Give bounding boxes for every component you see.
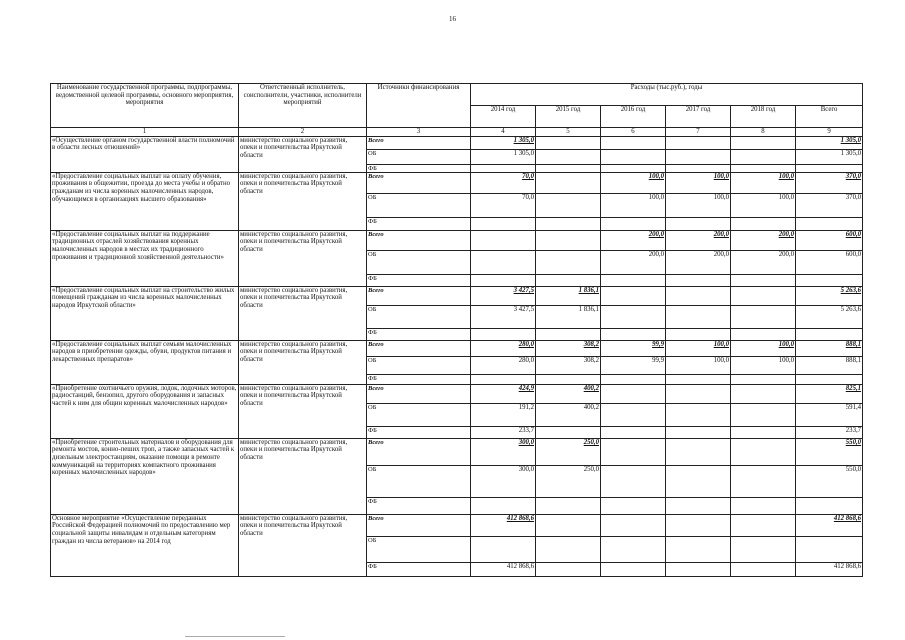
year-value: 250,0 [536, 438, 601, 465]
measure-executor: министерство социального развития, опеки и попечительства Иркутской области [239, 340, 367, 384]
year-value: 308,2 [536, 356, 601, 374]
year-value [471, 497, 536, 514]
year-value: 191,2 [471, 403, 536, 426]
measure-executor: министерство социального развития, опеки и попечительства Иркутской области [239, 438, 367, 514]
column-number: 6 [601, 128, 666, 137]
year-value [731, 438, 796, 465]
header-year: 2017 год [666, 106, 731, 128]
year-value [601, 426, 666, 438]
measure-name: «Приобретение строительных материалов и оборудования для ремонта мостов, конно-пеших троп, а также запасных частей к дизельным электростанциям, оказание помощи в ремонте коммуникаций на территориях компактного проживания коренных малочисленных народов» [51, 438, 239, 514]
funding-source: Всего [367, 172, 471, 193]
measure-executor: министерство социального развития, опеки и попечительства Иркутской области [239, 136, 367, 172]
year-value [666, 305, 731, 328]
year-value [536, 250, 601, 274]
year-value [601, 286, 666, 305]
header-program-name: Наименование государственной программы, подпрограммы, ведомственной целевой программы, основного мероприятия, мероприятия [51, 84, 239, 128]
year-value: 400,2 [536, 403, 601, 426]
year-value [731, 328, 796, 340]
year-value: 70,0 [471, 193, 536, 217]
year-value [601, 384, 666, 403]
year-value [666, 426, 731, 438]
table-row [51, 438, 863, 465]
year-value [666, 514, 731, 536]
year-value [536, 193, 601, 217]
funding-source: ФБ [367, 497, 471, 514]
year-value [666, 438, 731, 465]
year-value [731, 286, 796, 305]
year-value [601, 164, 666, 172]
total-value: 600,0 [796, 230, 863, 250]
year-value: 1 305,0 [471, 136, 536, 149]
total-value: 5 263,6 [796, 286, 863, 305]
column-number: 8 [731, 128, 796, 137]
measure-name: «Осуществление органом государственной власти полномочий в области лесных отношений» [51, 136, 239, 172]
year-value: 100,0 [601, 172, 666, 193]
column-number: 3 [367, 128, 471, 137]
measure-name: «Предоставление социальных выплат семьям малочисленных народов в приобретении одежды, обуви, продуктов питания и лекарственных препаратов» [51, 340, 239, 384]
year-value [731, 274, 796, 286]
year-value [536, 172, 601, 193]
year-value [536, 136, 601, 149]
year-value: 100,0 [731, 193, 796, 217]
table-row [51, 384, 863, 403]
table-row [51, 230, 863, 250]
year-value [731, 217, 796, 230]
total-value: 600,0 [796, 250, 863, 274]
year-value: 280,0 [471, 356, 536, 374]
year-value [536, 536, 601, 562]
year-value: 70,0 [471, 172, 536, 193]
year-value [601, 536, 666, 562]
table-body [51, 136, 863, 576]
year-value [666, 497, 731, 514]
measure-executor: министерство социального развития, опеки и попечительства Иркутской области [239, 172, 367, 230]
total-value: 888,1 [796, 356, 863, 374]
year-value: 200,0 [601, 230, 666, 250]
funding-source: ФБ [367, 164, 471, 172]
funding-source: ОБ [367, 193, 471, 217]
year-value: 300,0 [471, 465, 536, 497]
year-value: 100,0 [731, 172, 796, 193]
year-value: 200,0 [731, 230, 796, 250]
year-value: 400,2 [536, 384, 601, 403]
year-value [536, 514, 601, 536]
year-value [536, 328, 601, 340]
year-value [731, 164, 796, 172]
column-number: 1 [51, 128, 239, 137]
year-value [731, 514, 796, 536]
year-value [471, 274, 536, 286]
year-value [536, 274, 601, 286]
year-value [601, 374, 666, 384]
year-value [601, 217, 666, 230]
year-value [471, 374, 536, 384]
year-value [666, 286, 731, 305]
total-value [796, 536, 863, 562]
funding-source: Всего [367, 384, 471, 403]
bottom-divider [185, 636, 285, 637]
funding-source: Всего [367, 340, 471, 356]
year-value [601, 149, 666, 164]
header-executor: Ответственный исполнитель, соисполнители, участники, исполнители мероприятий [239, 84, 367, 128]
total-value [796, 217, 863, 230]
year-value [536, 562, 601, 576]
year-value: 250,0 [536, 465, 601, 497]
funding-source: ОБ [367, 149, 471, 164]
column-number: 2 [239, 128, 367, 137]
total-value: 5 263,6 [796, 305, 863, 328]
year-value [601, 328, 666, 340]
measure-executor: министерство социального развития, опеки и попечительства Иркутской области [239, 514, 367, 576]
header-expenses: Расходы (тыс.руб.), годы [471, 84, 863, 106]
header-year: 2014 год [471, 106, 536, 128]
funding-source: ОБ [367, 305, 471, 328]
funding-source: ОБ [367, 465, 471, 497]
year-value [666, 217, 731, 230]
table-row [51, 286, 863, 305]
total-value [796, 164, 863, 172]
total-value: 233,7 [796, 426, 863, 438]
total-value: 1 305,0 [796, 136, 863, 149]
funding-source: ФБ [367, 426, 471, 438]
year-value [601, 562, 666, 576]
year-value [731, 562, 796, 576]
year-value: 100,0 [666, 340, 731, 356]
year-value [601, 403, 666, 426]
funding-source: ОБ [367, 536, 471, 562]
header-year: 2015 год [536, 106, 601, 128]
year-value: 200,0 [601, 250, 666, 274]
funding-source: ФБ [367, 217, 471, 230]
year-value [536, 149, 601, 164]
total-value: 370,0 [796, 193, 863, 217]
year-value: 100,0 [666, 356, 731, 374]
year-value: 424,9 [471, 384, 536, 403]
year-value [666, 164, 731, 172]
year-value [601, 305, 666, 328]
year-value [536, 164, 601, 172]
total-value: 550,0 [796, 465, 863, 497]
funding-source: ОБ [367, 403, 471, 426]
column-number: 5 [536, 128, 601, 137]
total-value [796, 274, 863, 286]
year-value [666, 149, 731, 164]
column-number: 9 [796, 128, 863, 137]
funding-source: Всего [367, 230, 471, 250]
year-value [731, 426, 796, 438]
measure-name: «Предоставление социальных выплат на поддержание традиционных отраслей хозяйствования коренных малочисленных народов в местах их традиционного проживания и традиционной хозяйственной деятельности» [51, 230, 239, 286]
year-value [666, 465, 731, 497]
table-row [51, 340, 863, 356]
table-row [51, 136, 863, 149]
column-number: 4 [471, 128, 536, 137]
year-value: 412 868,6 [471, 562, 536, 576]
year-value: 99,9 [601, 356, 666, 374]
year-value: 99,9 [601, 340, 666, 356]
year-value [666, 274, 731, 286]
header-total: Всего [796, 106, 863, 128]
year-value [471, 217, 536, 230]
year-value [666, 536, 731, 562]
year-value: 100,0 [666, 193, 731, 217]
year-value [601, 497, 666, 514]
year-value [731, 465, 796, 497]
total-value: 591,4 [796, 403, 863, 426]
year-value: 100,0 [666, 172, 731, 193]
year-value: 200,0 [666, 250, 731, 274]
header-year: 2016 год [601, 106, 666, 128]
year-value: 308,2 [536, 340, 601, 356]
funding-source: Всего [367, 514, 471, 536]
year-value: 100,0 [731, 340, 796, 356]
year-value [471, 328, 536, 340]
measure-executor: министерство социального развития, опеки и попечительства Иркутской области [239, 230, 367, 286]
year-value [601, 136, 666, 149]
year-value [731, 374, 796, 384]
header-funding-sources: Источники финансирования [367, 84, 471, 128]
year-value [731, 305, 796, 328]
funding-source: ОБ [367, 356, 471, 374]
funding-source: ФБ [367, 562, 471, 576]
total-value: 412 868,6 [796, 514, 863, 536]
year-value [731, 497, 796, 514]
funding-source: Всего [367, 438, 471, 465]
measure-executor: министерство социального развития, опеки и попечительства Иркутской области [239, 286, 367, 340]
year-value [731, 384, 796, 403]
total-value: 825,1 [796, 384, 863, 403]
total-value [796, 497, 863, 514]
year-value [471, 536, 536, 562]
measure-name: «Предоставление социальных выплат на строительство жилых помещений гражданам из числа коренных малочисленных народов Иркутской области» [51, 286, 239, 340]
total-value: 1 305,0 [796, 149, 863, 164]
funding-source: ОБ [367, 250, 471, 274]
measure-name: Основное мероприятие «Осуществление переданных Российской Федерацией полномочий по предоставлению мер социальной защиты инвалидам и отдельным категориям граждан из числа ветеранов» на 2014 год [51, 514, 239, 576]
year-value [666, 562, 731, 576]
year-value: 100,0 [601, 193, 666, 217]
header-year: 2018 год [731, 106, 796, 128]
year-value [731, 403, 796, 426]
year-value: 100,0 [731, 356, 796, 374]
year-value [536, 497, 601, 514]
year-value [471, 230, 536, 250]
expenses-table [50, 83, 863, 577]
total-value: 550,0 [796, 438, 863, 465]
year-value [471, 164, 536, 172]
total-value: 412 868,6 [796, 562, 863, 576]
year-value: 280,0 [471, 340, 536, 356]
total-value [796, 328, 863, 340]
year-value [601, 438, 666, 465]
year-value: 3 427,5 [471, 286, 536, 305]
year-value: 233,7 [471, 426, 536, 438]
year-value [731, 136, 796, 149]
year-value [666, 403, 731, 426]
year-value: 1 836,1 [536, 286, 601, 305]
year-value [536, 374, 601, 384]
year-value: 1 836,1 [536, 305, 601, 328]
year-value: 200,0 [731, 250, 796, 274]
year-value [601, 465, 666, 497]
total-value: 370,0 [796, 172, 863, 193]
year-value [731, 149, 796, 164]
measure-executor: министерство социального развития, опеки и попечительства Иркутской области [239, 384, 367, 438]
funding-source: Всего [367, 136, 471, 149]
year-value [666, 328, 731, 340]
funding-source: ФБ [367, 374, 471, 384]
table-row [51, 172, 863, 193]
year-value [536, 426, 601, 438]
year-value [666, 384, 731, 403]
year-value: 3 427,5 [471, 305, 536, 328]
year-value: 412 868,6 [471, 514, 536, 536]
year-value [601, 274, 666, 286]
total-value: 888,1 [796, 340, 863, 356]
measure-name: «Предоставление социальных выплат на оплату обучения, проживания в общежитии, проезда до места учебы и обратно гражданам из числа коренных малочисленных народов, обучающимся в организациях высшего образования» [51, 172, 239, 230]
column-number: 7 [666, 128, 731, 137]
year-value: 300,0 [471, 438, 536, 465]
year-value [666, 136, 731, 149]
year-value [536, 217, 601, 230]
measure-name: «Приобретение охотничьего оружия, лодок, лодочных моторов, радиостанций, бензопил, другого оборудования и запасных частей к ним для общин коренных малочисленных народов» [51, 384, 239, 438]
year-value: 1 305,0 [471, 149, 536, 164]
funding-source: ФБ [367, 274, 471, 286]
funding-source: Всего [367, 286, 471, 305]
table-row [51, 514, 863, 536]
year-value: 200,0 [666, 230, 731, 250]
funding-source: ФБ [367, 328, 471, 340]
page-number: 16 [449, 15, 456, 23]
year-value [471, 250, 536, 274]
year-value [601, 514, 666, 536]
year-value [536, 230, 601, 250]
year-value [666, 374, 731, 384]
year-value [731, 536, 796, 562]
total-value [796, 374, 863, 384]
